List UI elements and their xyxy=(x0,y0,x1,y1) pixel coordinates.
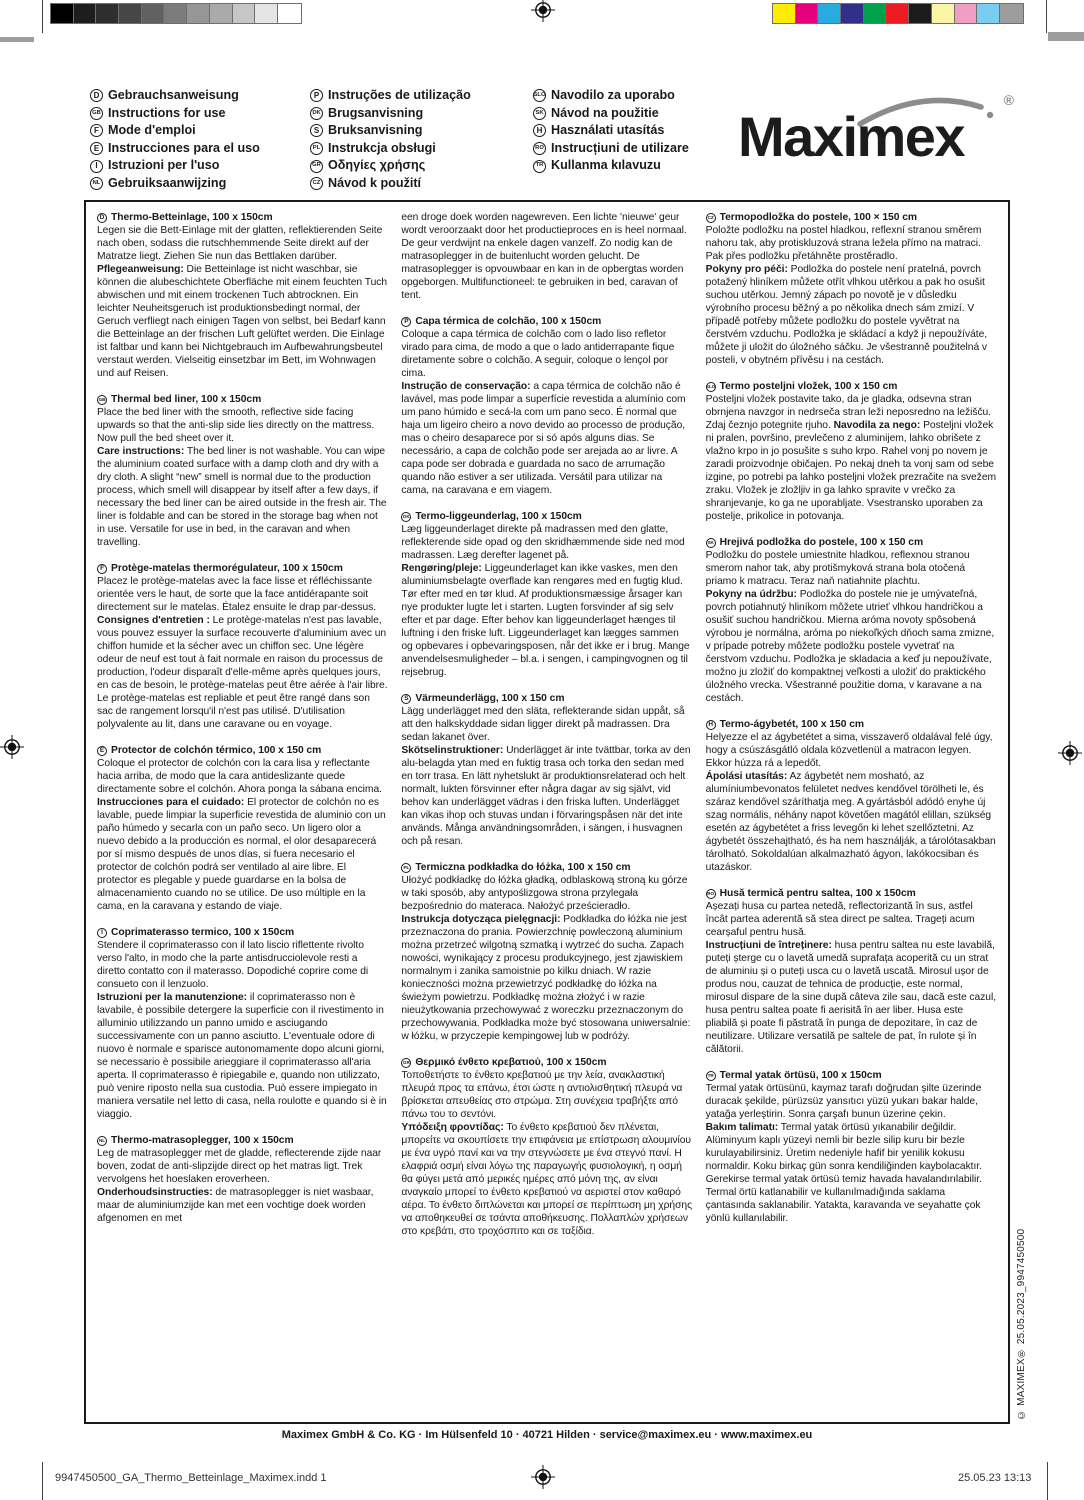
section-body xyxy=(706,1082,997,1225)
section-body xyxy=(97,1147,388,1225)
crop-mark-line xyxy=(42,0,43,33)
language-row xyxy=(310,87,471,105)
language-row xyxy=(90,157,260,175)
language-code-icon: GB xyxy=(90,107,103,120)
language-label: Gebrauchsanweisung xyxy=(108,88,239,102)
body-text: Stendere il coprimaterasso con il lato liscio riflettente rivolto verso l'alto, in modo che la parte antisdrucciolevole resti a diretto contatto con il materasso. Dopodiché coprire come di consueto con il lenzuolo. xyxy=(97,940,369,990)
care-label: Instrukcja dotycząca pielęgnacji: xyxy=(401,914,561,925)
language-label: Instructions for use xyxy=(108,105,226,120)
calibration-swatch xyxy=(164,4,187,23)
calibration-swatch xyxy=(796,4,819,23)
language-row xyxy=(533,157,689,175)
body-text: Ułożyć podkładkę do łóżka gładką, odblaskową stroną ku górze w taki sposób, aby antypoślizgowa strona przylegała bezpośrednio do materaca. Nałożyć prześcieradło. xyxy=(401,875,688,912)
care-label: Instrucțiuni de întreținere: xyxy=(705,940,832,951)
publisher-footer: Maximex GmbH & Co. KG · Im Hülsenfeld 10 · 40721 Hilden · service@maximex.eu · www.maximex.eu xyxy=(281,1429,813,1441)
instruction-section-P xyxy=(401,315,692,497)
language-code-icon: F xyxy=(90,124,103,137)
section-body xyxy=(401,211,692,302)
calibration-swatch xyxy=(977,4,1000,23)
body-text: Liggeunderlaget kan ikke vaskes, men den aluminiumsbelagte overflade kan rengøres med en fugtig klud. Tør efter med en tør klud. Af produktionsmæssige årsager kan nye produkter lugte let i starten. Lugten forsvinder af sig selv efter et par dage. Efter behov kan liggeunderlaget hænges til luftning i den friske luft. Liggeunderlaget kan lægges sammen og opbevares i opbevaringsposen, når det ikke er i brug. Mange anvendelsesmuligheder – bl.a. i sengen, i campingvognen og til rejsebrug. xyxy=(401,563,690,678)
language-label: Bruksanvisning xyxy=(328,123,423,138)
body-text: Az ágybetét nem mosható, az alumíniumbevonatos felületet nedves kendővel törölheti le, és száraz kendővel száríthatja meg. A gyártásból adódó enyhe új szag normális, néhány napot követően magától elillan, szükség esetén az ágybetétet a friss levegőn ki lehet szellőztetni. Az ágybetét összehajtható, és ha nem használják, a tárolótasakban tárolható. Sokoldalúan alkalmazható ágyon, lakókocsiban és utazáskor. xyxy=(705,771,996,873)
section-title-text: Värmeunderlägg, 100 x 150 cm xyxy=(415,693,565,704)
instruction-section-CZ xyxy=(706,211,997,367)
language-label: Instruções de utilização xyxy=(328,88,471,102)
language-code-icon: PL xyxy=(310,142,323,155)
language-code-icon: DK xyxy=(310,107,323,120)
section-title xyxy=(706,380,997,393)
body-text: Posteljni vložek postavite tako, da je gladka, odsevna stran obrnjena navzgor in nedrseča stran leži neposredno na ležišču. Zdaj čeznjo potegnite rjuho. xyxy=(705,394,992,431)
language-row xyxy=(90,87,260,105)
language-code-icon: D xyxy=(90,89,103,102)
body-text: Leg de matrasoplegger met de gladde, reflecterende zijde naar boven, zodat de anti-slipzijde direct op het matras ligt. Trek vervolgens het hoeslaken eroverheen. xyxy=(97,1148,382,1185)
language-code-icon: SK xyxy=(706,538,716,548)
registration-mark-icon xyxy=(1058,741,1082,765)
language-code-icon: RO xyxy=(533,142,546,155)
language-row xyxy=(90,105,260,123)
calibration-swatch xyxy=(74,4,97,23)
section-title-text: Capa térmica de colchão, 100 x 150cm xyxy=(415,316,602,327)
language-code-icon: E xyxy=(97,746,107,756)
care-label: Consignes d'entretien : xyxy=(97,615,210,626)
section-body xyxy=(401,874,692,1043)
section-title xyxy=(97,393,388,406)
care-label: Navodila za nego: xyxy=(833,420,921,431)
instruction-section-F xyxy=(97,562,388,731)
crop-mark-line xyxy=(42,1462,43,1500)
language-list-2 xyxy=(310,87,471,193)
care-label: Istruzioni per la manutenzione: xyxy=(97,992,248,1003)
section-body xyxy=(401,328,692,497)
instruction-section-PL xyxy=(401,861,692,1043)
section-title-text: Protector de colchón térmico, 100 x 150 cm xyxy=(111,745,322,756)
instructions-box xyxy=(84,200,1010,1424)
care-label: Skötselinstruktioner: xyxy=(401,745,504,756)
language-code-icon: S xyxy=(401,694,411,704)
section-title-text: Termiczna podkładka do łóżka, 100 x 150 cm xyxy=(415,862,631,873)
section-title xyxy=(706,211,997,224)
calibration-swatch xyxy=(233,4,256,23)
language-code-icon: D xyxy=(97,213,107,223)
language-code-icon: CZ xyxy=(310,177,323,190)
body-text: Termal yatak örtüsünü, kaymaz tarafı doğrudan şilte üzerinde duracak şekilde, pürüzsüz yansıtıcı yüzü yukarı bakar halde, yatağa yerleştirin. Sonra çarşafı bunun üzerine çekin. xyxy=(705,1083,982,1120)
instructions-column-3 xyxy=(706,211,997,1413)
language-row xyxy=(310,140,471,158)
body-text: Die Betteinlage ist nicht waschbar, sie können die alubeschichtete Oberfläche mit einem feuchten Tuch abwischen und mit einem trockenen Tuch abtrocknen. Ein leichter Neuheitsgeruch ist produktionsbedingt normal, der Geruch verfliegt nach einigen Tagen von selbst, bei Bedarf kann die Betteinlage an der frischen Luft gelüftet werden. Die Einlage ist faltbar und kann bei Nichtgebrauch im Aufbewahrungsbeutel verstaut werden. Vielseitig einsetzbar im Bett, im Wohnwagen und auf Reisen. xyxy=(97,264,388,379)
language-code-icon: E xyxy=(90,142,103,155)
language-label: Kullanma kılavuzu xyxy=(551,158,661,173)
section-title xyxy=(97,744,388,757)
language-row xyxy=(310,175,471,193)
calibration-swatch xyxy=(932,4,955,23)
section-title-text: Hrejivá podložka do postele, 100 x 150 cm xyxy=(719,537,924,548)
section-title-text: Termo-ágybetét, 100 x 150 cm xyxy=(719,719,865,730)
calibration-swatch xyxy=(773,4,796,23)
instruction-section-D xyxy=(97,211,388,380)
calibration-swatch xyxy=(51,4,74,23)
language-code-icon: I xyxy=(90,160,103,173)
body-text: Legen sie die Bett-Einlage mit der glatten, reflektierenden Seite nach oben, sodass die rutschhemmende Seite direkt auf der Matratze liegt. Ziehen Sie nun das Bettlaken darüber. xyxy=(97,225,383,262)
language-label: Instrukcja obsługi xyxy=(328,140,436,155)
crop-mark-line xyxy=(1047,1462,1048,1500)
instruction-section-GB xyxy=(97,393,388,549)
registration-mark-icon xyxy=(531,1465,555,1489)
section-title xyxy=(401,692,692,705)
language-code-icon: H xyxy=(706,720,716,730)
care-label: Rengøring/pleje: xyxy=(401,563,482,574)
section-title-text: Termo posteljni vložek, 100 x 150 cm xyxy=(719,381,898,392)
language-label: Gebruiksaanwijzing xyxy=(108,175,227,190)
body-text: Τοποθετήστε το ένθετο κρεβατιού με την λεία, ανακλαστική πλευρά προς τα επάνω, έτσι ώστε η αντιολισθητική πλευρά να βρίσκεται απευθείας στο στρώμα. Στη συνέχεια τραβήξτε από πάνω του το σεντόνι. xyxy=(401,1070,683,1120)
body-text: Podkładka do łóżka nie jest przeznaczona do prania. Powierzchnię powleczoną aluminium można przetrzeć wilgotną szmatką i wytrzeć do sucha. Zapach nowości, wynikający z procesu produkcyjnego, jest zjawiskiem normalnym i zanika samoistnie po kilku dniach. W razie konieczności można przewietrzyć podkładkę do łóżka na świeżym powietrzu. Podkładkę można złożyć i w razie nieużytkowania przechowywać z woreczku przeznaczonym do przechowywania. Podkładka może być stosowana uniwersalnie: w łóżku, w przyczepie kempingowej lub w podróży. xyxy=(401,914,691,1042)
calibration-swatch xyxy=(278,4,301,23)
instruction-section-continued xyxy=(401,211,692,302)
language-row xyxy=(90,140,260,158)
cut-mark xyxy=(0,37,34,42)
language-code-icon: TR xyxy=(706,1071,716,1081)
body-text: husa pentru saltea nu este lavabilă, puteți șterge cu o lavetă umedă suprafața acoperită cu un strat de aluminiu și o puteți usca cu o lavetă uscată. Mirosul ușor de produs nou, cauzat de tehnica de producție, este normal, mirosul dispare de la sine după câteva zile sau, dacă este cazul, husa pentru saltea poate fi aerisită în aer liber. Husa este pliabilă și poate fi păstrată în punga de depozitare, în caz de neutilizare. Utilizare versatilă pe saltele de pat, în rulote și în călătorii. xyxy=(705,940,997,1055)
section-title-text: Thermal bed liner, 100 x 150cm xyxy=(111,394,262,405)
calibration-swatch xyxy=(255,4,278,23)
color-calibration-bar xyxy=(772,3,1024,24)
calibration-swatch xyxy=(841,4,864,23)
language-code-icon: PL xyxy=(401,863,411,873)
calibration-swatch xyxy=(909,4,932,23)
section-title-text: Termopodložka do postele, 100 × 150 cm xyxy=(719,212,917,223)
instructions-column-2 xyxy=(401,211,692,1413)
care-label: Pokyny pro péči: xyxy=(705,264,788,275)
section-title-text: Termal yatak örtüsü, 100 x 150cm xyxy=(719,1070,882,1081)
language-code-icon: SLO xyxy=(706,382,716,392)
language-label: Návod k použití xyxy=(328,175,422,190)
language-row xyxy=(533,87,689,105)
language-code-icon: GR xyxy=(401,1058,411,1068)
section-body xyxy=(706,549,997,705)
care-label: Instrução de conservação: xyxy=(401,381,531,392)
language-label: Brugsanvisning xyxy=(328,105,424,120)
print-datetime: 25.05.23 13:13 xyxy=(958,1472,1032,1484)
body-text: Le protège-matelas n'est pas lavable, vous pouvez essuyer la surface recouverte d'aluminium avec un chiffon humide et la sécher avec un chiffon sec. Une légère odeur de neuf est tout à fait normale en raison du processus de production, l'odeur disparaît d'elle-même après quelques jours, en cas de besoin, le protège-matelas peut être aérée à l'air libre. Le protège-matelas est repliable et peut être rangé dans son sac de rangement lorsqu'il n'est pas utilisé. D'utilisation polyvalente au lit, dans une caravane ou en voyage. xyxy=(97,615,388,730)
section-title xyxy=(97,211,388,224)
body-text: Termal yatak örtüsü yıkanabilir değildir. Alüminyum kaplı yüzeyi nemli bir bezle silip kuru bir bezle kurulayabilirsiniz. Üretim nedeniyle hafif bir yenilik kokusu normaldir. Koku birkaç gün sonra kendiliğinden kaybolacaktır. Gerekirse termal yatak örtüsü temiz havada havalandırılabilir. Termal örtü katlanabilir ve kullanılmadığında saklama çantasında saklanabilir. Yatakta, karavanda ve seyahatte çok yönlü kullanılabilir. xyxy=(705,1122,982,1224)
body-text: Place the bed liner with the smooth, reflective side facing upwards so that the anti-slip side lies directly on the mattress. Now pull the bed sheet over it. xyxy=(97,407,375,444)
section-title xyxy=(706,718,997,731)
section-title xyxy=(706,1069,997,1082)
language-label: Használati utasítás xyxy=(551,123,665,138)
care-label: Pflegeanweisung: xyxy=(97,264,184,275)
section-title xyxy=(401,510,692,523)
language-code-icon: H xyxy=(533,124,546,137)
care-label: Υπόδειξη φροντίδας: xyxy=(401,1122,504,1133)
section-body xyxy=(97,224,388,380)
instruction-section-SK xyxy=(706,536,997,705)
body-text: El protector de colchón no es lavable, puede limpiar la superficie revestida de aluminio con un paño húmedo y secarla con un paño seco. Un ligero olor a nuevo debido a la producción es normal, el olor desaparecerá por sí mismo después de unos días, si fuera necesario el protector de colchón podrá ser ventilado al aire libre. El protector es plegable y puede guardarse en la bolsa de almacenamiento cuando no se utilice. De uso múltiple en la cama, en la caravana y estando de viaje. xyxy=(97,797,386,912)
body-text: een droge doek worden nagewreven. Een lichte 'nieuwe' geur wordt veroorzaakt door het productieproces en is heel normaal. De geur verdwijnt na enkele dagen vanzelf. Zo nodig kan de matrasoplegger in de buitenlucht worden gelucht. De matrasoplegger is opvouwbaar en kan in de opbergtas worden opgeborgen. Multifunctioneel: te gebruiken in bed, caravan of tent. xyxy=(401,212,687,301)
section-title xyxy=(706,536,997,549)
calibration-swatch xyxy=(818,4,841,23)
body-text: Podložka do postele nie je umývateľná, povrch potiahnutý hliníkom môžete utrieť vlhkou handričkou a osušiť suchou handričkou. Mierna aróma novoty spôsobená výrobou je normálna, aróma po niekoľkých dňoch sama zmizne, v prípade potreby môžete podložku postele vyvetrať na čerstvom vzduchu. Podložka je skladacia a keď ju nepoužívate, možno ju zložiť do kompaktnej veľkosti a uložiť do praktického úložného vrecka. Všestranné použitie doma, v karavane a na cestách. xyxy=(705,589,995,704)
instruction-section-TR xyxy=(706,1069,997,1225)
maximex-logo xyxy=(738,92,1014,174)
language-label: Návod na použitie xyxy=(551,105,659,120)
print-filename: 9947450500_GA_Thermo_Betteinlage_Maximex.indd 1 xyxy=(55,1472,327,1484)
care-label: Instrucciones para el cuidado: xyxy=(97,797,245,808)
body-text: Coloque el protector de colchón con la cara lisa y reflectante hacia arriba, de modo que la cara antideslizante quede directamente sobre el colchón. Ahora ponga la sábana encima. xyxy=(97,758,382,795)
crop-mark-line xyxy=(1046,0,1047,33)
instruction-section-DK xyxy=(401,510,692,679)
section-body xyxy=(401,705,692,848)
section-body xyxy=(401,1069,692,1238)
body-text: Placez le protège-matelas avec la face lisse et réfléchissante orientée vers le haut, de sorte que la face antidérapante soit directement sur le matelas. Étalez ensuite le drap par-dessus. xyxy=(97,576,377,613)
section-title-text: Protège-matelas thermorégulateur, 100 x 150cm xyxy=(111,563,343,574)
language-row xyxy=(90,175,260,193)
language-code-icon: F xyxy=(97,564,107,574)
language-code-icon: DK xyxy=(401,512,411,522)
section-body xyxy=(97,939,388,1121)
section-title xyxy=(97,926,388,939)
instruction-section-NL xyxy=(97,1134,388,1225)
language-list-1 xyxy=(90,87,260,193)
section-body xyxy=(97,575,388,731)
instruction-section-RO xyxy=(706,887,997,1056)
language-row xyxy=(533,105,689,123)
section-title-text: Husă termică pentru saltea, 100 x 150cm xyxy=(719,888,916,899)
language-code-icon: NL xyxy=(97,1136,107,1146)
language-code-icon: GB xyxy=(97,395,107,405)
copyright-side-note: © MAXIMEX® 25.05.2023_9947450500 xyxy=(1016,1228,1027,1420)
body-text: Položte podložku na postel hladkou, reflexní stranou směrem nahoru tak, aby protiskluzová strana ležela přímo na matraci. Pak přes podložku přetáhněte prostěradlo. xyxy=(705,225,982,262)
language-list-3 xyxy=(533,87,689,175)
language-row xyxy=(90,122,260,140)
registered-trademark-symbol: ® xyxy=(1003,92,1014,108)
body-text: Podložka do postele není pratelná, povrch potažený hliníkem můžete otřít vlhkou utěrkou a pak ho osušit suchou utěrkou. Jemný zápach po novotě je v důsledku výrobního procesu běžný a po několika dnech sám zmizí. V případě potřeby můžete podložku do postele vyvětrat na čerstvém vzduchu. Podložka je skládací a když ji nepoužíváte, můžete ji uložit do úložného sáčku. Je všestranně použitelná v posteli, v obytném přívěsu i na cestách. xyxy=(705,264,988,366)
language-code-icon: S xyxy=(310,124,323,137)
body-text: Coloque a capa térmica de colchão com o lado liso refletor virado para cima, de modo a que o lado antiderrapante fique diretamente sobre o colchão. A seguir, coloque o lençol por cima. xyxy=(401,329,675,379)
section-body xyxy=(401,523,692,679)
language-code-icon: P xyxy=(310,89,323,102)
registration-mark-icon xyxy=(531,0,555,22)
grayscale-calibration-bar xyxy=(50,3,302,24)
section-title-text: Coprimaterasso termico, 100 x 150cm xyxy=(111,927,295,938)
section-title xyxy=(401,1056,692,1069)
body-text: Το ένθετο κρεβατιού δεν πλένεται, μπορείτε να σκουπίσετε την επιφάνεια με επίστρωση αλουμινίου με ένα υγρό πανί και να την στεγνώσετε με ένα στεγνό πανί. Η ελαφριά οσμή είναι λόγω της παραγωγής φυσιολογική, η οσμή θα φύγει μετά από μερικές ημέρες από μόνη της, αν είναι αναγκαίο μπορεί το ένθετο κρεβατιού να αεριστεί στον καθαρό αέρα. Το ένθετο διπλώνεται και μπορεί σε περίπτωση μη χρήσης να αποθηκευθεί σε τσάντα αποθήκευσης. Πολλαπλών χρήσεων στο κρεβάτι, στο τροχόσπιτο και σε ταξίδια. xyxy=(401,1122,692,1237)
language-row xyxy=(310,122,471,140)
language-code-icon: SLO xyxy=(533,89,546,102)
instructions-column-1 xyxy=(97,211,388,1413)
language-code-icon: NL xyxy=(90,177,103,190)
instruction-section-I xyxy=(97,926,388,1121)
language-row xyxy=(310,157,471,175)
language-code-icon: RO xyxy=(706,889,716,899)
section-title xyxy=(401,315,692,328)
section-body xyxy=(97,757,388,913)
body-text: Podložku do postele umiestnite hladkou, reflexnou stranou smerom nahor tak, aby protišmyková strana bola otočená priamo k matracu. Teraz naň natiahnite plachtu. xyxy=(705,550,970,587)
instruction-section-GR xyxy=(401,1056,692,1238)
language-label: Mode d'emploi xyxy=(108,123,196,138)
body-text: a capa térmica de colchão não é lavável, mas pode limpar a superfície revestida a alumínio com um pano húmido e secá-la com um pano seco. É normal que haja um ligeiro cheiro a novo devido ao processo de produção, mas o cheiro desaparece por si só após alguns dias. Se necessário, a capa de colchão pode ser arejada ao ar livre. A capa pode ser dobrada e guardada no saco de arrumação quando não estiver a ser utilizada. Versátil para utilizar na cama, na caravana e em viagem. xyxy=(401,381,686,496)
care-label: Care instructions: xyxy=(97,446,185,457)
section-title xyxy=(97,1134,388,1147)
calibration-swatch xyxy=(955,4,978,23)
section-title-text: Thermo-Betteinlage, 100 x 150cm xyxy=(111,212,273,223)
instruction-section-SLO xyxy=(706,380,997,523)
section-body xyxy=(706,731,997,874)
language-code-icon: P xyxy=(401,317,411,327)
calibration-swatch xyxy=(119,4,142,23)
body-text: Lägg underlägget med den släta, reflekterande sidan uppåt, så att den halkskyddade sidan ligger direkt på madrassen. Dra sedan lakanet över. xyxy=(401,706,685,743)
calibration-swatch xyxy=(1000,4,1023,23)
language-code-icon: SK xyxy=(533,107,546,120)
section-title xyxy=(401,861,692,874)
care-label: Pokyny na údržbu: xyxy=(705,589,797,600)
section-title-text: Θερμικό ένθετο κρεβατιού, 100 x 150cm xyxy=(415,1057,607,1068)
language-code-icon: TR xyxy=(533,160,546,173)
section-title xyxy=(706,887,997,900)
language-label: Instrucțiuni de utilizare xyxy=(551,140,689,155)
language-label: Instrucciones para el uso xyxy=(108,140,260,155)
section-body xyxy=(706,900,997,1056)
body-text: Așezați husa cu partea netedă, reflectorizantă în sus, astfel încât partea aderentă să stea direct pe saltea. Trageți acum cearșaful pentru husă. xyxy=(705,901,975,938)
instruction-section-S xyxy=(401,692,692,848)
section-title xyxy=(97,562,388,575)
body-text: Posteljni vložek ni pralen, površino, prevlečeno z aluminijem, lahko obrišete z vlažno krpo in jo posušite s suho krpo. Rahel vonj po novem je zaradi proizvodnje običajen. Po nekaj dneh ta vonj sam od sebe izgine, po potrebi pa lahko posteljni vložek prezračite na svežem zraku. Vložek je zložljiv in ga lahko spravite v vrečko za shranjevanje, ko ga ne uporabljate. Vsestransko uporaben za postelje, prikolice in potovanja. xyxy=(705,420,997,522)
logo-wordmark: Maximex xyxy=(738,105,965,168)
care-label: Ápolási utasítás: xyxy=(705,771,788,782)
body-text: Læg liggeunderlaget direkte på madrassen med den glatte, reflekterende side opad og den skridhæmmende side ned mod madrassen. Læg derefter lagenet på. xyxy=(401,524,685,561)
body-text: de matrasoplegger is niet wasbaar, maar de aluminiumzijde kan met een vochtige doek worden afgenomen en met xyxy=(97,1187,374,1224)
body-text: Underlägget är inte tvättbar, torka av den alu-belagda ytan med en fuktig trasa och torka den sedan med en torr trasa. En lätt nyhetslukt är produktionsrelaterad och helt normalt, lukten försvinner efter några dagar av sig självt, vid behov kan underlägget vädras i den friska luften. Underlägget kan vikas ihop och stuvas undan i förvaringspåsen när det inte används. Många användningsområden, i sängen, i husvagnen och på resan. xyxy=(401,745,691,847)
registration-mark-icon xyxy=(0,735,24,759)
language-row xyxy=(533,122,689,140)
language-code-icon: GR xyxy=(310,160,323,173)
section-body xyxy=(706,224,997,367)
instruction-section-H xyxy=(706,718,997,874)
body-text: The bed liner is not washable. You can wipe the aluminium coated surface with a damp cloth and dry with a dry cloth. A slight “new” smell is normal due to the production process, which smell will disappear by itself after a few days, if necessary the bed liner can be aired outside in the fresh air. The liner is foldable and can be stored in the storage bag when not in use. Versatile for use in bed, in the caravan and when travelling. xyxy=(97,446,387,548)
calibration-swatch xyxy=(864,4,887,23)
language-row xyxy=(533,140,689,158)
calibration-swatch xyxy=(96,4,119,23)
calibration-swatch xyxy=(210,4,233,23)
calibration-swatch xyxy=(187,4,210,23)
instruction-section-E xyxy=(97,744,388,913)
language-row xyxy=(310,105,471,123)
calibration-swatch xyxy=(142,4,165,23)
section-body xyxy=(97,406,388,549)
language-code-icon: I xyxy=(97,928,107,938)
language-label: Navodilo za uporabo xyxy=(551,88,675,102)
section-title-text: Thermo-matrasoplegger, 100 x 150cm xyxy=(111,1135,294,1146)
section-title-text: Termo-liggeunderlag, 100 x 150cm xyxy=(415,511,582,522)
calibration-swatch xyxy=(886,4,909,23)
care-label: Bakım talimatı: xyxy=(705,1122,779,1133)
care-label: Onderhoudsinstructies: xyxy=(97,1187,213,1198)
language-label: Οδηγίες χρήσης xyxy=(328,158,426,173)
section-body xyxy=(706,393,997,523)
cut-mark xyxy=(1048,32,1084,41)
language-code-icon: CZ xyxy=(706,213,716,223)
body-text: il coprimaterasso non è lavabile, è possibile detergere la superficie con il rivestimento in alluminio utilizzando un panno umido e asciugando successivamente con un panno asciutto. L'eventuale odore di nuovo è normale e sparisce autonomamente dopo alcuni giorni, se necessario è possibile arieggiare il coprimaterasso all'aria aperta. Il coprimaterasso è ripiegabile e, quando non utilizzato, può venire riposto nella sua custodia. Può essere impiegato in maniera versatile nel letto di casa, nella roulotte e quando si è in viaggio. xyxy=(97,992,387,1120)
language-label: Istruzioni per l'uso xyxy=(108,158,220,173)
body-text: Helyezze el az ágybetétet a sima, visszaverő oldalával felé úgy, hogy a csúszásgátló oldala közvetlenül a matracon legyen. Ekkor húzza rá a lepedőt. xyxy=(705,732,993,769)
